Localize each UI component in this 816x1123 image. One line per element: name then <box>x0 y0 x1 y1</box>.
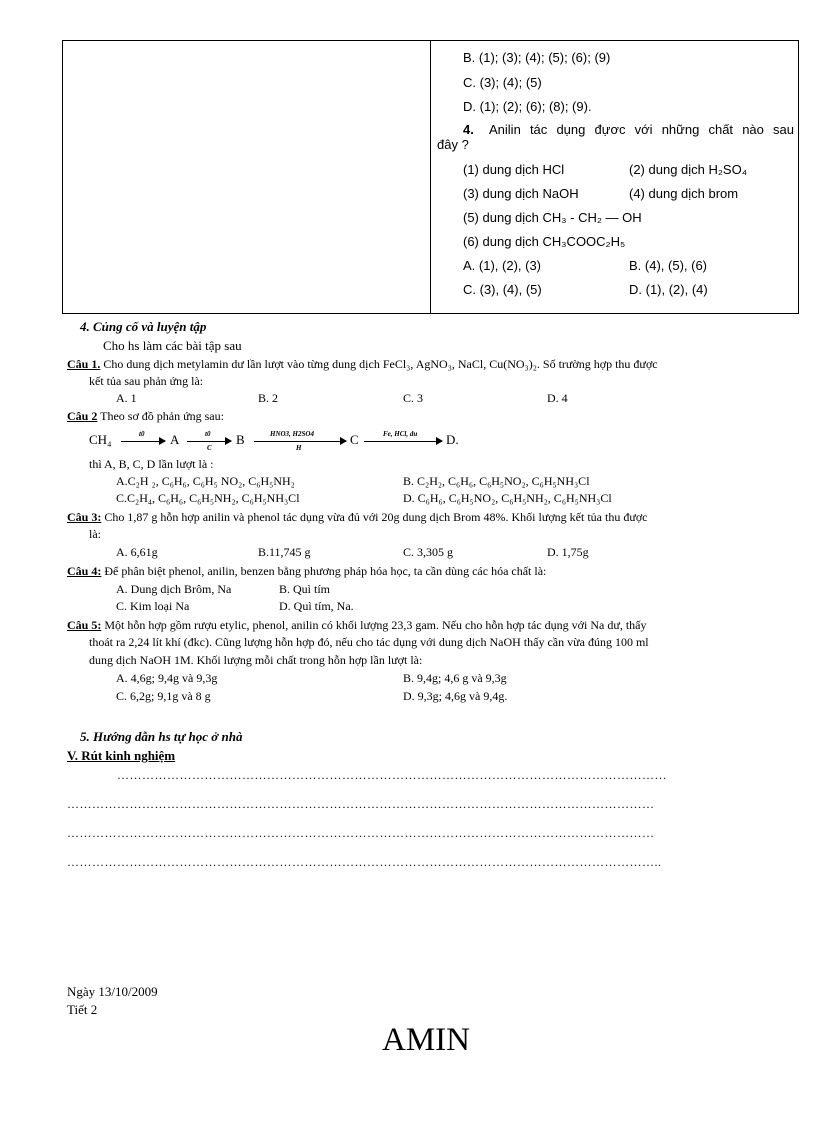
answer-d: D. (1), (2), (4) <box>629 282 708 297</box>
cau5-opt-b: B. 9,4g; 4,6 g và 9,3g <box>403 671 507 685</box>
arrow-1-label: t0 <box>139 430 145 438</box>
item-4: (4) dung dịch brom <box>629 186 739 201</box>
q3-option-b: B. (1); (3); (4); (5); (6); (9) <box>463 50 611 65</box>
cau1-line1 <box>67 357 658 372</box>
cau5-opt-a: A. 4,6g; 9,4g và 9,3g <box>116 671 218 685</box>
dots-line-4: …………………………………………………………………………………………………………………………….. <box>67 855 662 869</box>
cau1-opt-d: D. 4 <box>547 391 568 405</box>
section4-intro: Cho hs làm các bài tập sau <box>103 338 242 353</box>
cau5-opt-c: C. 6,2g; 9,1g và 8 g <box>116 689 211 703</box>
arrow-3-label: HNO3, H2SO4 <box>270 430 314 438</box>
cau4-text: Để phân biệt phenol, anilin, benzen bằng phương pháp hóa học, ta cần dùng các hóa chất là: <box>101 564 547 578</box>
cau3-opt-b: B.11,745 g <box>258 545 311 559</box>
answer-b: B. (4), (5), (6) <box>629 258 708 273</box>
cau4-opt-c: C. Kim loại Na <box>116 599 190 613</box>
chain-b: B <box>236 432 245 447</box>
item-1: (1) dung dịch HCl <box>463 162 565 177</box>
q4-text: Anilin tác dụng đựơc với những chất nào sau <box>489 122 794 137</box>
chain-a: A <box>170 432 180 447</box>
section5-heading: 5. Hướng dẫn hs tự học ở nhà <box>80 729 243 744</box>
arrow-3-sublabel: H <box>296 444 302 452</box>
dots-line-1: …………………………………………………………………………………………………………………… <box>117 768 667 782</box>
cau1-text: Cho dung dịch metylamin dư lần lượt vào từng dung dịch FeCl₃, AgNO₃, NaCl, Cu(NO₃)₂. Số trường hợp thu được <box>100 357 658 371</box>
arrow-4-label: Fe, HCl, du <box>383 430 418 438</box>
cau1-opt-b: B. 2 <box>258 391 279 405</box>
cau3-text: Cho 1,87 g hỗn hợp anilin và phenol tác dụng vừa đủ với 20g dung dịch Brom 48%. Khối lượng kết tủa thu được <box>101 510 648 524</box>
cau3-opt-a: A. 6,61g <box>116 545 158 559</box>
answer-a: A. (1), (2), (3) <box>463 258 542 273</box>
q3-option-d: D. (1); (2); (6); (8); (9). <box>463 99 592 114</box>
cau4-opt-a: A. Dung dịch Brôm, Na <box>116 582 232 596</box>
cau2-opt-a: A.C₂H ₂, C₆H₆, C₆H₅ NO₂, C₆H₅NH₂ <box>116 474 295 488</box>
arrow-1 <box>121 441 165 442</box>
cau5-text: Một hỗn hợp gồm rượu etylic, phenol, anilin có khối lượng 23,3 gam. Nếu cho hỗn hợp tác dụng với Na dư, thấy <box>101 618 647 632</box>
chain-d: D. <box>446 432 459 447</box>
dots-line-2: …………………………………………………………………………………………………………………………… <box>67 797 655 811</box>
cau5-line3: dung dịch NaOH 1M. Khối lượng mỗi chất trong hỗn hợp lần lượt là: <box>89 653 423 667</box>
cau2-label: Câu 2 <box>67 409 98 423</box>
arrow-4 <box>364 441 442 442</box>
cau3-opt-d: D. 1,75g <box>547 545 589 559</box>
cau5-label: Câu 5: <box>67 618 102 632</box>
q3-option-c: C. (3); (4); (5) <box>463 75 542 90</box>
cau3-opt-c: C. 3,305 g <box>403 545 454 559</box>
cau1-opt-a: A. 1 <box>116 391 137 405</box>
cau2-text: Theo sơ đồ phản ứng sau: <box>97 409 224 423</box>
cau2-opt-c: C.C₂H₄, C₆H₆, C₆H₅NH₂, C₆H₅NH₃Cl <box>116 491 300 505</box>
table-divider <box>430 40 431 314</box>
cau1-label: Câu 1. <box>67 357 101 371</box>
answer-c: C. (3), (4), (5) <box>463 282 542 297</box>
page-title: AMIN <box>382 1022 470 1058</box>
arrow-2 <box>187 441 231 442</box>
cau3-label: Câu 3: <box>67 510 102 524</box>
cau4-opt-d: D. Quì tím, Na. <box>279 599 354 613</box>
cau3-line1 <box>67 510 648 525</box>
q4-number: 4. <box>463 122 474 137</box>
section4-heading: 4. Củng cố và luyện tập <box>80 319 207 334</box>
cau2-line1 <box>67 409 224 424</box>
item-3: (3) dung dịch NaOH <box>463 186 579 201</box>
date: Ngày 13/10/2009 <box>67 984 158 999</box>
cau5-line1 <box>67 618 647 633</box>
arrow-2-sublabel: C <box>207 444 212 452</box>
item-5: (5) dung dịch CH₃ - CH₂ — OH <box>463 210 642 225</box>
item-2: (2) dung dịch H₂SO₄ <box>629 162 748 177</box>
cau4-label: Câu 4: <box>67 564 102 578</box>
cau2-line3: thì A, B, C, D lần lượt là : <box>89 457 214 471</box>
cau5-opt-d: D. 9,3g; 4,6g và 9,4g. <box>403 689 508 703</box>
cau2-opt-d: D. C₆H₆, C₆H₅NO₂, C₆H₅NH₂, C₆H₅NH₃Cl <box>403 491 612 505</box>
cau1-line2: kết tủa sau phản ứng là: <box>89 374 204 388</box>
arrow-2-label: t0 <box>205 430 211 438</box>
cau4-line1 <box>67 564 546 579</box>
cau5-line2: thoát ra 2,24 lít khí (đkc). Cũng lượng hỗn hợp đó, nếu cho tác dụng với dung dịch NaOH thấy cần vừa đúng 100 ml <box>89 635 649 649</box>
item-6: (6) dung dịch CH₃COOC₂H₅ <box>463 234 626 249</box>
lesson: Tiết 2 <box>67 1002 98 1017</box>
sectionV-heading <box>67 748 175 764</box>
cau2-opt-b: B. C₂H₂, C₆H₆, C₆H₅NO₂, C₆H₅NH₃Cl <box>403 474 590 488</box>
cau4-opt-b: B. Quì tím <box>279 582 331 596</box>
q4-text-2: đây ? <box>437 137 469 152</box>
cau3-line2: là: <box>89 527 101 541</box>
chain-c: C <box>350 432 359 447</box>
cau1-opt-c: C. 3 <box>403 391 424 405</box>
arrow-3 <box>254 441 346 442</box>
sectionV-heading-text: V. Rút kinh nghiệm <box>67 748 176 763</box>
dots-line-3: …………………………………………………………………………………………………………………………… <box>67 826 655 840</box>
chain-ch4: CH₄ <box>89 432 112 447</box>
